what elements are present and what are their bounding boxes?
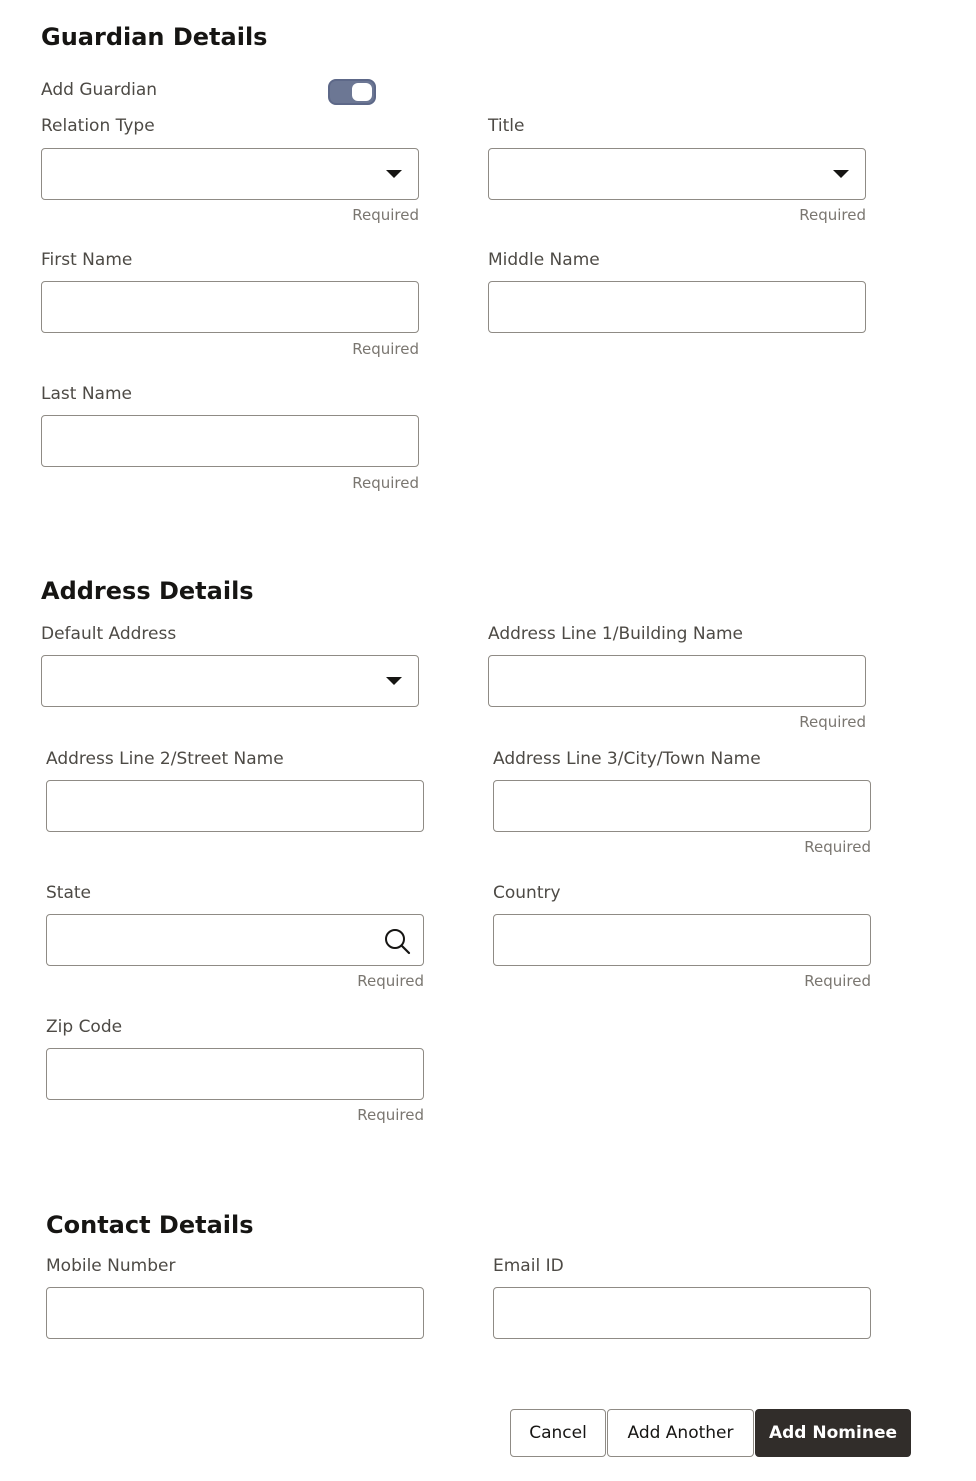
country-input[interactable] [494, 915, 870, 965]
address-details-title: Address Details [41, 577, 254, 605]
chevron-down-icon [386, 170, 402, 178]
chevron-down-icon [833, 170, 849, 178]
email-id-input[interactable] [494, 1288, 870, 1338]
address-line3-label: Address Line 3/City/Town Name [493, 749, 761, 769]
relation-type-required: Required [352, 206, 419, 224]
address-line2-input[interactable] [47, 781, 423, 831]
add-another-button[interactable]: Add Another [607, 1409, 754, 1457]
address-line1-required: Required [799, 713, 866, 731]
mobile-number-input[interactable] [47, 1288, 423, 1338]
relation-type-select[interactable] [41, 148, 419, 200]
middle-name-input[interactable] [489, 282, 865, 332]
address-line3-required: Required [804, 838, 871, 856]
default-address-label: Default Address [41, 624, 177, 644]
last-name-label: Last Name [41, 384, 132, 404]
last-name-input[interactable] [42, 416, 418, 466]
first-name-label: First Name [41, 250, 133, 270]
state-required: Required [357, 972, 424, 990]
title-required: Required [799, 206, 866, 224]
search-icon[interactable] [383, 927, 411, 955]
country-label: Country [493, 883, 561, 903]
title-select[interactable] [488, 148, 866, 200]
default-address-select[interactable] [41, 655, 419, 707]
email-id-field[interactable] [493, 1287, 871, 1339]
first-name-input[interactable] [42, 282, 418, 332]
last-name-required: Required [352, 474, 419, 492]
title-label: Title [488, 116, 525, 136]
middle-name-field[interactable] [488, 281, 866, 333]
address-line3-field[interactable] [493, 780, 871, 832]
guardian-details-title: Guardian Details [41, 23, 268, 51]
add-guardian-label: Add Guardian [41, 80, 158, 100]
middle-name-label: Middle Name [488, 250, 600, 270]
zip-code-label: Zip Code [46, 1017, 123, 1037]
state-label: State [46, 883, 91, 903]
zip-code-input[interactable] [47, 1049, 423, 1099]
first-name-required: Required [352, 340, 419, 358]
country-required: Required [804, 972, 871, 990]
add-nominee-button[interactable]: Add Nominee [755, 1409, 911, 1457]
toggle-knob [352, 83, 372, 101]
chevron-down-icon [386, 677, 402, 685]
relation-type-label: Relation Type [41, 116, 155, 136]
mobile-number-label: Mobile Number [46, 1256, 176, 1276]
last-name-field[interactable] [41, 415, 419, 467]
address-line1-field[interactable] [488, 655, 866, 707]
zip-code-field[interactable] [46, 1048, 424, 1100]
address-line1-label: Address Line 1/Building Name [488, 624, 743, 644]
contact-details-title: Contact Details [46, 1211, 254, 1239]
address-line1-input[interactable] [489, 656, 865, 706]
address-line2-label: Address Line 2/Street Name [46, 749, 284, 769]
email-id-label: Email ID [493, 1256, 564, 1276]
add-guardian-toggle[interactable] [328, 79, 376, 105]
state-field[interactable] [46, 914, 424, 966]
zip-code-required: Required [357, 1106, 424, 1124]
first-name-field[interactable] [41, 281, 419, 333]
cancel-button[interactable]: Cancel [510, 1409, 606, 1457]
address-line3-input[interactable] [494, 781, 870, 831]
mobile-number-field[interactable] [46, 1287, 424, 1339]
address-line2-field[interactable] [46, 780, 424, 832]
country-field[interactable] [493, 914, 871, 966]
